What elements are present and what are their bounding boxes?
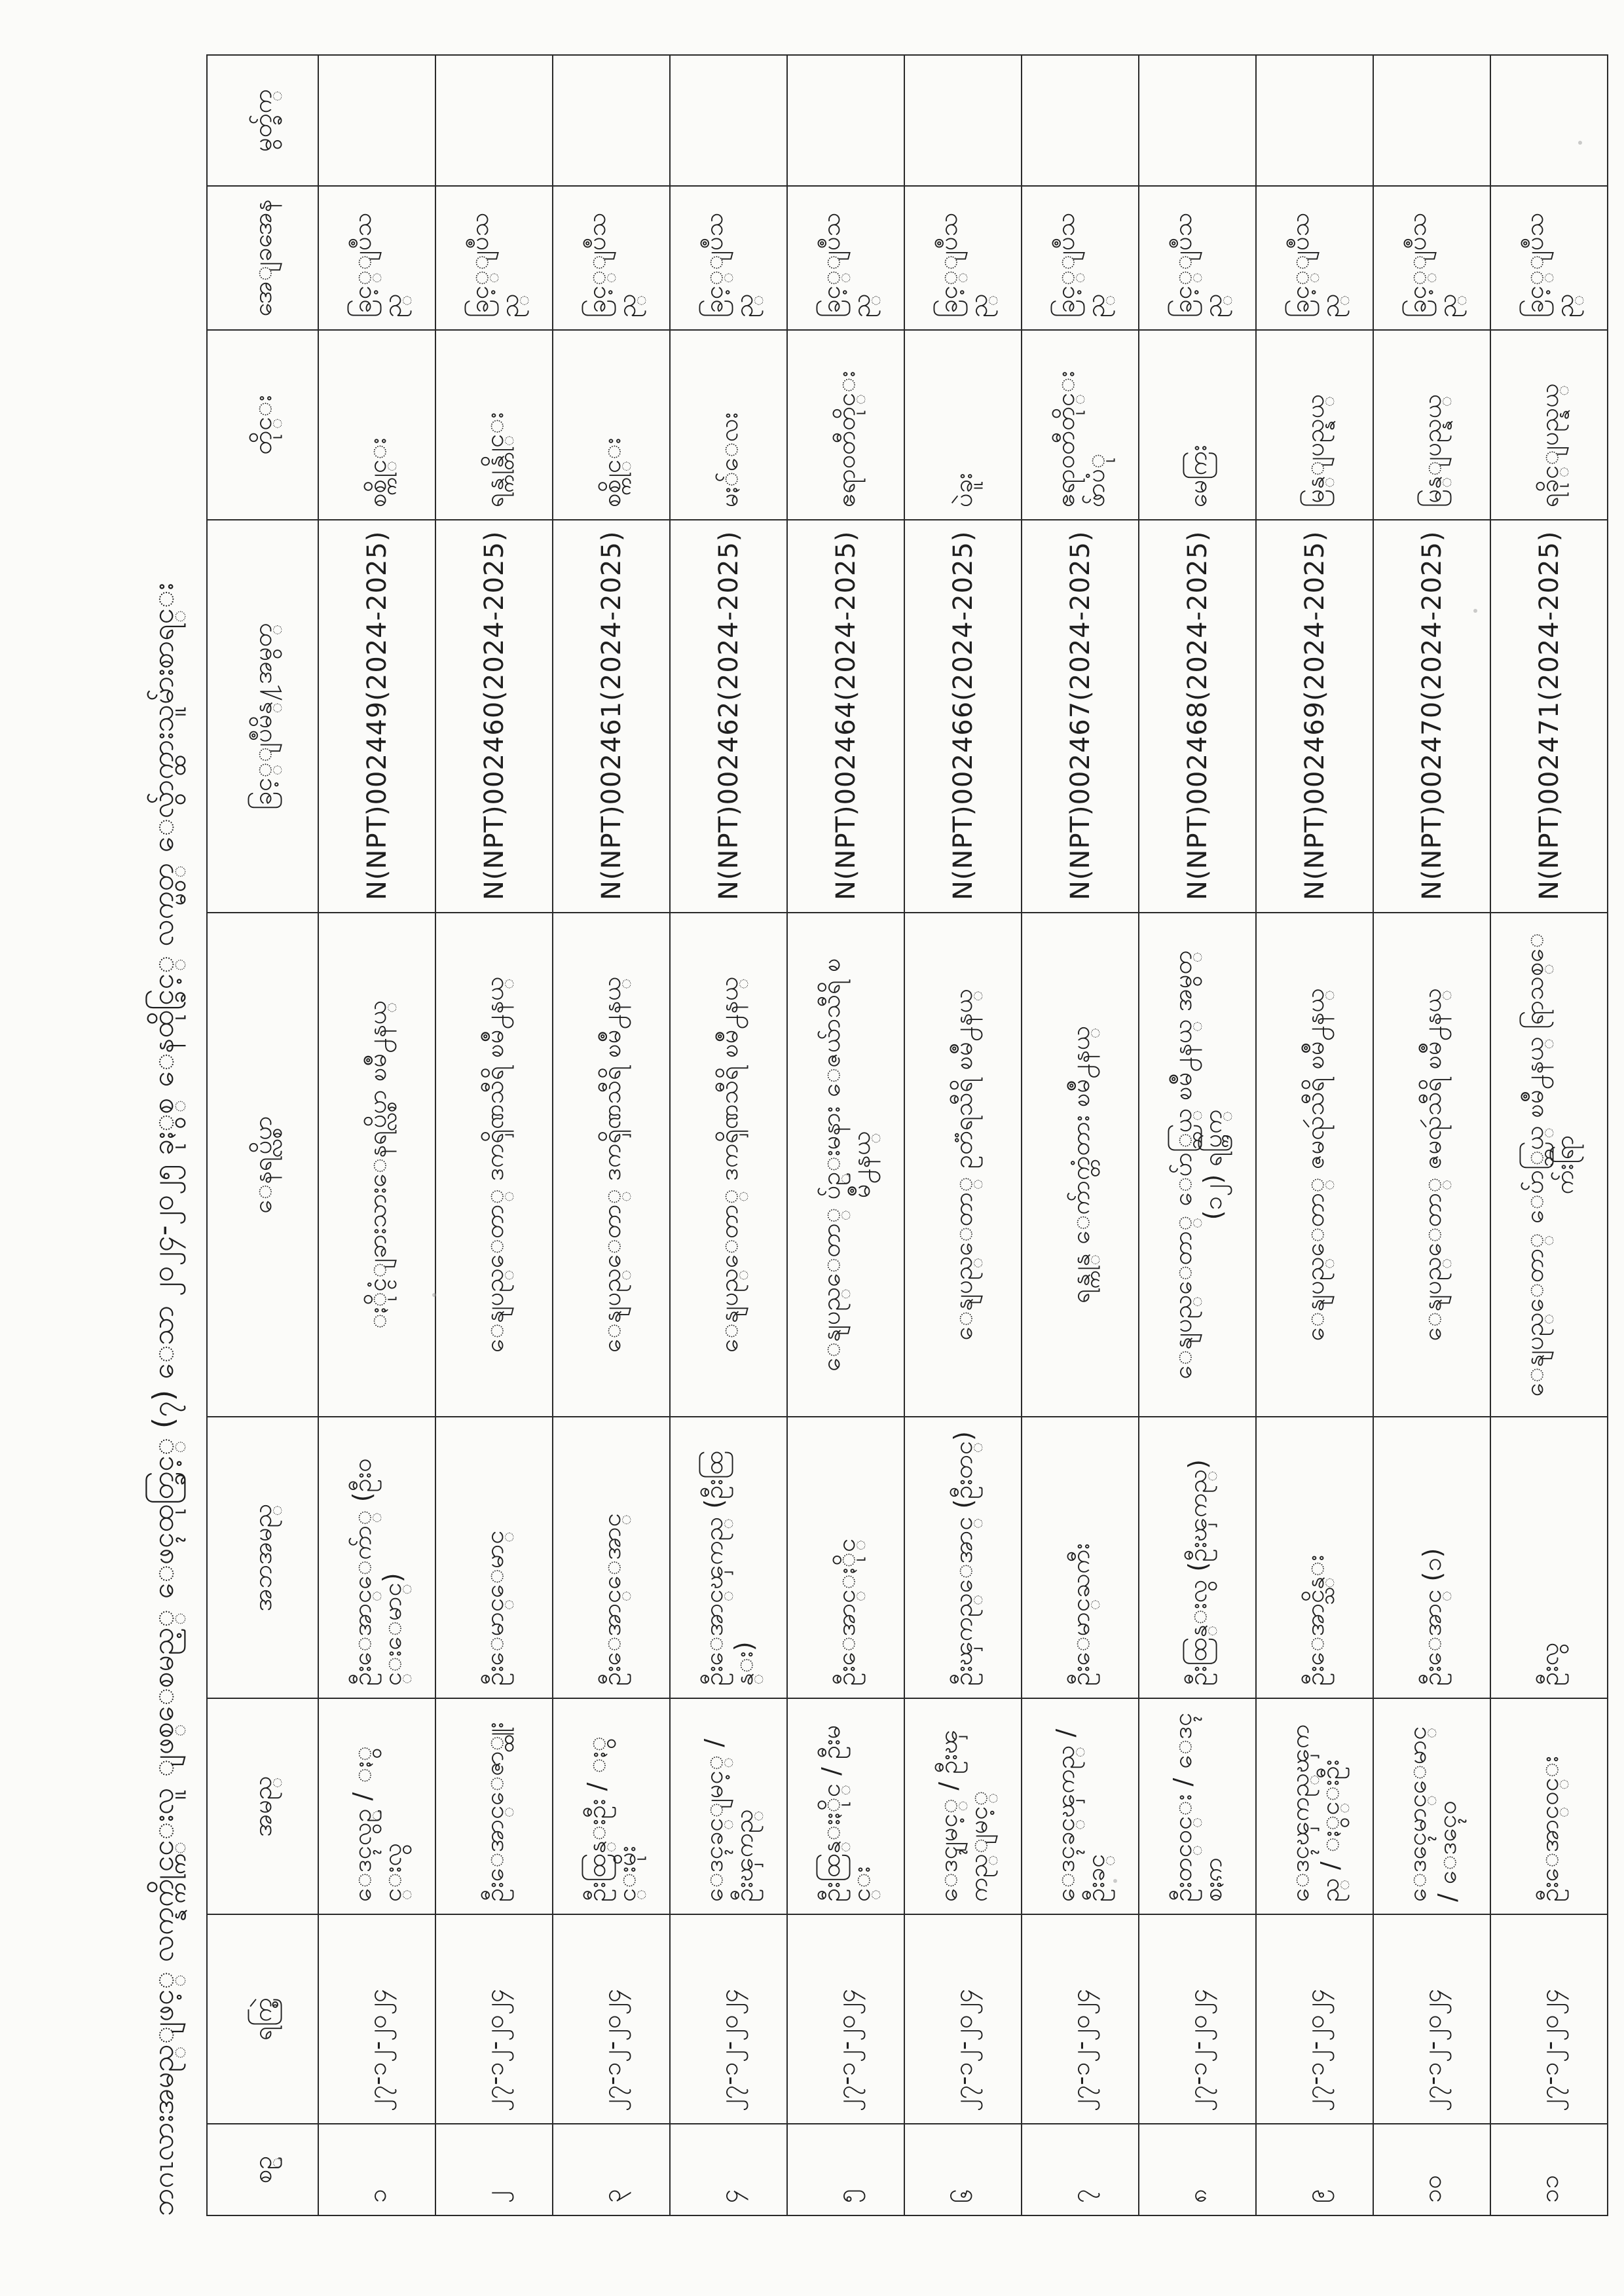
header-remark: မွတ္ခ်က္ — [207, 55, 318, 186]
cell-region: မြန္ျပည္နယ္ — [1256, 330, 1373, 520]
cell-no: ၉ — [1256, 2124, 1373, 2215]
cell-no: ၅ — [787, 2124, 904, 2215]
scan-speck — [1578, 141, 1582, 145]
header-address: ေနရပ္လိပ္စာ — [207, 913, 318, 1417]
cell-name: ဦးထြန္းဦး / ႏွင္းမိုး — [553, 1698, 670, 1914]
cell-name: ဦးတင္ဝင္း / ေဒၚစႏၵာ — [1139, 1698, 1256, 1914]
cell-status: ခြင့္ျပဳသည္ — [1139, 186, 1256, 330]
cell-father: ဦးေအာင္ၾကည္ (ဦးထြန္း) — [670, 1417, 787, 1698]
cell-name: ေဒၚျမင့္ / ဦးၾကည္ျမင့္ — [904, 1698, 1022, 1914]
cell-ref: N(NPT)002462(2024-2025) — [670, 520, 787, 913]
rotated-document-sheet — [134, 56, 1579, 2216]
cell-father: ဦးေအာင္ေက်ာ္ (ဦးဝင္းေမာင္) — [318, 1417, 435, 1698]
cell-date: ၂၇-၁၂-၂၀၂၄ — [1373, 1914, 1490, 2124]
cell-status: ခြင့္ျပဳသည္ — [1490, 186, 1608, 330]
table-header-row — [207, 55, 318, 2215]
cell-ref: N(NPT)002460(2024-2025) — [435, 520, 553, 913]
cell-date: ၂၇-၁၂-၂၀၂၄ — [1256, 1914, 1373, 2124]
cell-status: ခြင့္ျပဳသည္ — [1022, 186, 1139, 330]
cell-address: ေနျပည္ေတာ္ ဇမၺဴသီရိ ၿမိဳ႕နယ္ — [1256, 913, 1373, 1417]
cell-ref: N(NPT)002449(2024-2025) — [318, 520, 435, 913]
cell-remark — [670, 55, 787, 186]
header-status: အေျခအေန — [207, 186, 318, 330]
cell-name: ဦးေအာင္ေဇာ္ထူး — [435, 1698, 553, 1914]
cell-remark — [1490, 55, 1608, 186]
cell-region: စစ္ကိုင္း — [553, 330, 670, 520]
header-father: အဘအမည္ — [207, 1417, 318, 1698]
cell-date: ၂၇-၁၂-၂၀၂၄ — [904, 1914, 1022, 2124]
cell-ref: N(NPT)002468(2024-2025) — [1139, 520, 1256, 913]
header-name: အမည္ — [207, 1698, 318, 1914]
cell-no: ၂ — [435, 2124, 553, 2215]
header-date: ရက္စြဲ — [207, 1914, 318, 2124]
cell-remark — [435, 55, 553, 186]
cell-region: ရန္ကုန္တိုင္း — [435, 330, 553, 520]
cell-no: ၈ — [1139, 2124, 1256, 2215]
cell-father: ဦးေအာင္ေအာင္ — [553, 1417, 670, 1698]
cell-name: ေဒၚခင္ျမင့္ / ဦးၾကည္ — [670, 1698, 787, 1914]
cell-ref: N(NPT)002466(2024-2025) — [904, 520, 1022, 913]
cell-ref: N(NPT)002467(2024-2025) — [1022, 520, 1139, 913]
table-row — [904, 55, 1022, 2215]
cell-father: ဦးေအာင္သိန္း — [1256, 1417, 1373, 1698]
cell-name: ဦးေအာင္ဝင္း — [1490, 1698, 1608, 1914]
table-row — [1490, 55, 1608, 2215]
table-row — [1373, 55, 1490, 2215]
cell-address: ေနျပည္ေတာ္ ဥတၱရသီရိ ၿမိဳ႕နယ္ — [904, 913, 1022, 1417]
cell-no: ၁၀ — [1373, 2124, 1490, 2215]
header-no: စဥ္ — [207, 2124, 318, 2215]
cell-region: မေကြး — [1139, 330, 1256, 520]
cell-remark — [1022, 55, 1139, 186]
scan-speck — [432, 1293, 436, 1297]
cell-remark — [904, 55, 1022, 186]
cell-address: ေနျပည္ေတာ္ ေပ်ာ္ဘြယ္ ၿမိဳ႕နယ္ အမွတ္ (၁၂) ရပ္ကြက္ — [1139, 913, 1256, 1417]
cell-address: ရန္ကုန္ ေက်ာက္တံတား ၿမိဳ႕နယ္ — [1022, 913, 1139, 1417]
page-title: ဘဂၤလားအမည္ျဖင့္ လက္နက္ကိုင္ကင္းလူ ျဖစ္ေစမည့္ ေဖၚထုတ္ခြင့္ (၇) ေသာ ၂၀၂၄-၂၀၂၅ ခုႏွစ္ ေနထိုင္ခြင့္ လက္မွတ္ ေလွ်ာက္ထားသူမ်ားစာရင္း — [147, 583, 180, 2216]
cell-region: မႏၲေလး — [670, 330, 787, 520]
table-row — [553, 55, 670, 2215]
cell-region: စစ္ကိုင္း — [318, 330, 435, 520]
cell-no: ၃ — [553, 2124, 670, 2215]
cell-status: ခြင့္ျပဳသည္ — [1256, 186, 1373, 330]
table-row — [787, 55, 904, 2215]
cell-father: ဦးၾကည္ေအာင္ (ဦးတင္) — [904, 1417, 1022, 1698]
cell-address: ေနျပည္ေတာ္ ဒကၡိဏသီရိ ၿမိဳ႕နယ္ — [435, 913, 553, 1417]
scan-speck — [1473, 609, 1477, 613]
cell-address: ေနျပည္ေတာ္ ပ်ဥ္းမနား ေဇယ်ာသီရိ ၿမိဳ႕နယ္ — [787, 913, 904, 1417]
cell-name: ဦးထြန္းႏိုင္ / ဦးမင္း — [787, 1698, 904, 1914]
cell-remark — [1256, 55, 1373, 186]
cell-no: ၁၁ — [1490, 2124, 1608, 2215]
cell-name: ေဒၚလွဥ္ / ႏွင္းလွ — [318, 1698, 435, 1914]
cell-region: ရခိုင္ျပည္နယ္ — [1490, 330, 1608, 520]
cell-remark — [787, 55, 904, 186]
cell-status: ခြင့္ျပဳသည္ — [1373, 186, 1490, 330]
cell-status: ခြင့္ျပဳသည္ — [787, 186, 904, 330]
cell-father: ဦးေမာင္ေမာင္ — [435, 1417, 553, 1698]
cell-date: ၂၇-၁၂-၂၀၂၄ — [1139, 1914, 1256, 2124]
cell-region: ပဲခူး — [904, 330, 1022, 520]
cell-region: မြန္ျပည္နယ္ — [1373, 330, 1490, 520]
table-row — [318, 55, 435, 2215]
scan-speck — [1113, 1879, 1117, 1883]
header-ref: ခြင့္ျပဳမိန္႔အမွတ္ — [207, 520, 318, 913]
cell-date: ၂၇-၁၂-၂၀၂၄ — [318, 1914, 435, 2124]
cell-no: ၁ — [318, 2124, 435, 2215]
cell-father: ဦးထြန္းလွ (ဦးၾကည္) — [1139, 1417, 1256, 1698]
cell-name: ေဒၚၾကည္ၾကည္ / ႏွင္းဦး — [1256, 1698, 1373, 1914]
table-row — [1022, 55, 1139, 2215]
cell-father: ဦးလွ — [1490, 1417, 1608, 1698]
cell-remark — [1373, 55, 1490, 186]
cell-ref: N(NPT)002461(2024-2025) — [553, 520, 670, 913]
cell-ref: N(NPT)002469(2024-2025) — [1256, 520, 1373, 913]
cell-status: ခြင့္ျပဳသည္ — [904, 186, 1022, 330]
cell-status: ခြင့္ျပဳသည္ — [670, 186, 787, 330]
cell-date: ၂၇-၁၂-၂၀၂၄ — [787, 1914, 904, 2124]
cell-father: ဦးေအာင္ (၁) — [1373, 1417, 1490, 1698]
cell-status: ခြင့္ျပဳသည္ — [318, 186, 435, 330]
cell-region: ဧရာဝတီတိုင္း ဖ်ာပံု — [1022, 330, 1139, 520]
cell-address: ေနျပည္ေတာ္ ဇမၺဴသီရိ ၿမိဳ႕နယ္ — [1373, 913, 1490, 1417]
header-region: တိုင္း — [207, 330, 318, 520]
cell-date: ၂၇-၁၂-၂၀၂၄ — [670, 1914, 787, 2124]
cell-address: ႏိုင္ငံျခားသားေနရပ္လိပ္စာ ၿမိဳ႕နယ္ — [318, 913, 435, 1417]
cell-no: ၇ — [1022, 2124, 1139, 2215]
table-row — [1139, 55, 1256, 2215]
table-row — [670, 55, 787, 2215]
cell-address: ေနျပည္ေတာ္ ဒကၡိဏသီရိ ၿမိဳ႕နယ္ — [553, 913, 670, 1417]
cell-no: ၄ — [670, 2124, 787, 2215]
cell-father: ဦးေမာင္ႀကီး — [1022, 1417, 1139, 1698]
table-row — [435, 55, 553, 2215]
cell-ref: N(NPT)002471(2024-2025) — [1490, 520, 1608, 913]
cell-date: ၂၇-၁၂-၂၀၂၄ — [1490, 1914, 1608, 2124]
cell-status: ခြင့္ျပဳသည္ — [435, 186, 553, 330]
cell-remark — [1139, 55, 1256, 186]
cell-date: ၂၇-၁၂-၂၀၂၄ — [435, 1914, 553, 2124]
cell-ref: N(NPT)002464(2024-2025) — [787, 520, 904, 913]
cell-remark — [318, 55, 435, 186]
cell-father: ဦးေအာင္ႏိုင္ — [787, 1417, 904, 1698]
cell-no: ၆ — [904, 2124, 1022, 2215]
cell-status: ခြင့္ျပဳသည္ — [553, 186, 670, 330]
cell-date: ၂၇-၁၂-၂၀၂၄ — [1022, 1914, 1139, 2124]
cell-name: ေဒၚခင္ၾကည္ / ဦးခင္ — [1022, 1698, 1139, 1914]
cell-remark — [553, 55, 670, 186]
cell-address: ေနျပည္ေတာ္ ေပ်ာ္ဘြယ္ ၿမိဳ႕နယ္ ရြာသစ္ေက်းရြာ — [1490, 913, 1608, 1417]
cell-ref: N(NPT)002470(2024-2025) — [1373, 520, 1490, 913]
cell-name: ေဒၚေမာင္ေမာင္ / ေဒၚေဝ — [1373, 1698, 1490, 1914]
cell-address: ေနျပည္ေတာ္ ဒကၡိဏသီရိ ၿမိဳ႕နယ္ — [670, 913, 787, 1417]
cell-region: ဧရာဝတီတိုင္း — [787, 330, 904, 520]
table-row — [1256, 55, 1373, 2215]
cell-date: ၂၇-၁၂-၂၀၂၄ — [553, 1914, 670, 2124]
records-table — [206, 54, 1608, 2216]
